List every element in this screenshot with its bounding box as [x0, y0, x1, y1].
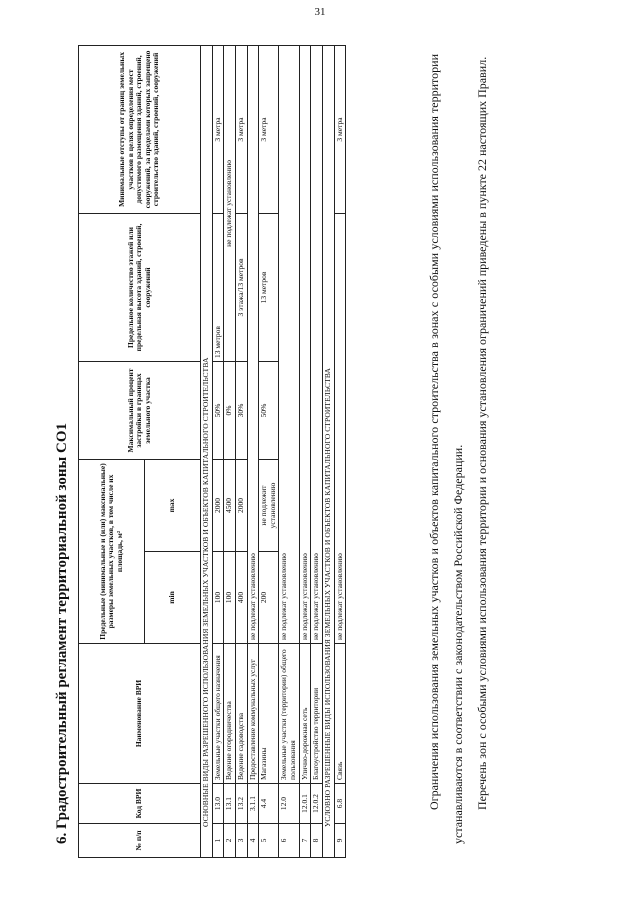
note-paragraph: Ограничения использования земельных участков и объектов капитального строительства в зонах с особыми условиями использования территории устанавливаются в соответствии с законодательством Российской Федерации. [427, 54, 465, 844]
cell-num: 7 [299, 824, 311, 858]
header-min: min [145, 552, 201, 644]
cell-num: 5 [259, 824, 279, 858]
cell-max: 4500 [224, 459, 236, 551]
header-percent: Максимальный процент застройки в границах земельного участка [79, 361, 201, 459]
cell-floors: 3 этажа/13 метров [235, 213, 247, 361]
cell-code: 12.0 [279, 784, 299, 824]
cell-code: 6.8 [334, 784, 346, 824]
notes [422, 54, 494, 844]
note-paragraph: Перечень зон с особыми условиями использования территории и основания установления ограничений приведены в пункте 22 настоящих Правил. [475, 56, 489, 810]
cell-name: Связь [334, 644, 346, 784]
cell-not-set: не подлежат установлению [224, 45, 236, 361]
section-main: ОСНОВНЫЕ ВИДЫ РАЗРЕШЕННОГО ИСПОЛЬЗОВАНИЯ ЗЕМЕЛЬНЫХ УЧАСТКОВ И ОБЪЕКТОВ КАПИТАЛЬНОГО СТРОИТЕЛЬСТВА [201, 45, 213, 857]
cell-name: Ведение огородничества [224, 644, 236, 784]
cell-not-set: не подлежат установлению [299, 45, 311, 643]
cell-num: 1 [212, 824, 224, 858]
cell-min: 100 [224, 552, 236, 644]
cell-setback: 3 метра [334, 45, 346, 213]
cell-num: 9 [334, 824, 346, 858]
table-row [247, 45, 259, 857]
header-name: Наименование ВРИ [79, 644, 201, 784]
header-size: Предельные (минимальные и (или) максимальные) размеры земельных участков, в том числе их площадь, м² [79, 459, 145, 643]
cell-code: 13.2 [235, 784, 247, 824]
cell-not-set: не подлежат установлению [279, 45, 299, 643]
cell-min: 200 [259, 552, 279, 644]
table-row [334, 45, 346, 857]
cell-code: 3.1.1 [247, 784, 259, 824]
cell-num: 2 [224, 824, 236, 858]
table-row [279, 45, 299, 857]
cell-name: Улично-дорожная сеть [299, 644, 311, 784]
cell-max: не подлежит установлению [259, 459, 279, 551]
cell-name: Земельные участки общего назначения [212, 644, 224, 784]
page-number: 31 [314, 6, 326, 18]
cell-min: 100 [212, 552, 224, 644]
cell-not-set: не подлежат установлению [334, 213, 346, 643]
cell-name: Предоставление коммунальных услуг [247, 644, 259, 784]
cell-code: 12.0.2 [311, 784, 323, 824]
cell-max: 2000 [212, 459, 224, 551]
header-max: max [145, 459, 201, 551]
cell-code: 4.4 [259, 784, 279, 824]
table-row [235, 45, 247, 857]
cell-num: 6 [279, 824, 299, 858]
cell-code: 12.0.1 [299, 784, 311, 824]
header-code: Код ВРИ [79, 784, 201, 824]
cell-name: Ведение садоводства [235, 644, 247, 784]
cell-setback: 3 метра [235, 45, 247, 213]
header-setback: Минимальные отступы от границ земельных участков в целях определения мест допустимого размещения зданий, строений, сооружений, за пределами которых запрещено строительство зданий, строений, сооружений [79, 45, 201, 213]
page-title: 6. Градостроительный регламент территориальной зоны СО1 [54, 422, 70, 844]
cell-percent: 30% [235, 361, 247, 459]
cell-num: 3 [235, 824, 247, 858]
table-row [311, 45, 323, 857]
rotated-page-content [50, 40, 610, 860]
header-floors: Предельное количество этажей или предельная высота зданий, строений, сооружений [79, 213, 201, 361]
regulation-table [78, 45, 346, 858]
cell-setback: 3 метра [212, 45, 224, 213]
table-row [212, 45, 224, 857]
cell-not-set: не подлежат установлению [247, 45, 259, 643]
cell-percent: 50% [212, 361, 224, 459]
table-row [299, 45, 311, 857]
cell-not-set: не подлежат установлению [311, 45, 323, 643]
cell-name: Земельные участки (территории) общего пользования [279, 644, 299, 784]
cell-name: Благоустройство территории [311, 644, 323, 784]
cell-name: Магазины [259, 644, 279, 784]
cell-percent: 50% [259, 361, 279, 459]
section-conditional: УСЛОВНО РАЗРЕШЕННЫЕ ВИДЫ ИСПОЛЬЗОВАНИЯ ЗЕМЕЛЬНЫХ УЧАСТКОВ И ОБЪЕКТОВ КАПИТАЛЬНОГО СТРОИТЕЛЬСТВА [322, 45, 334, 857]
cell-code: 13.1 [224, 784, 236, 824]
cell-min: 400 [235, 552, 247, 644]
header-num: № п/п [79, 824, 201, 858]
cell-percent: 0% [224, 361, 236, 459]
cell-floors: 13 метров [212, 213, 224, 361]
cell-setback: 3 метра [259, 45, 279, 213]
cell-num: 8 [311, 824, 323, 858]
cell-floors: 13 метров [259, 213, 279, 361]
cell-max: 2000 [235, 459, 247, 551]
cell-code: 13.0 [212, 784, 224, 824]
cell-num: 4 [247, 824, 259, 858]
table-row [224, 45, 236, 857]
table-row [259, 45, 279, 857]
